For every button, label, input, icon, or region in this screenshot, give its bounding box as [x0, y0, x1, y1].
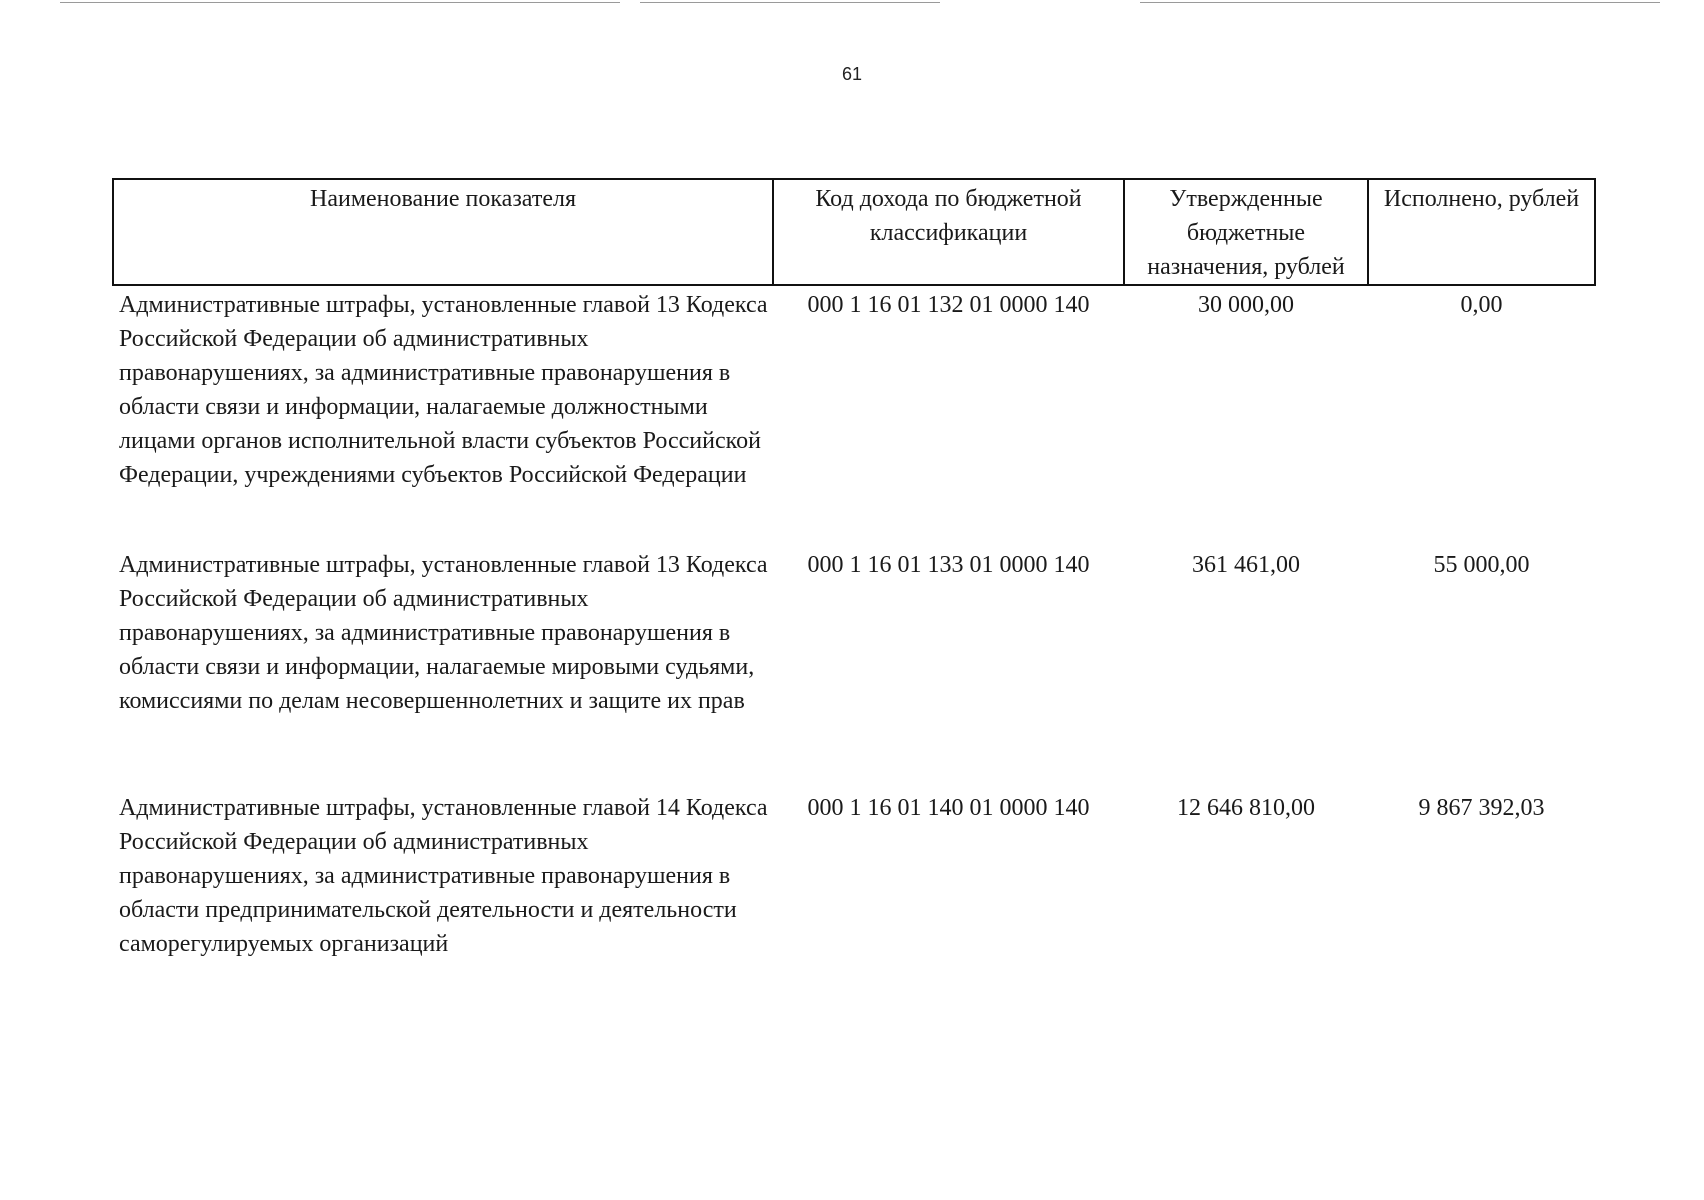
scan-edge-line — [1140, 2, 1660, 3]
header-executed-amount: Исполнено, рублей — [1368, 179, 1595, 285]
table-row — [113, 285, 1595, 548]
scan-edge-line — [60, 2, 620, 3]
page-number: 61 — [841, 64, 863, 84]
header-row — [113, 179, 1595, 285]
revenue-code-cell: 000 1 16 01 133 01 0000 140 — [807, 552, 1090, 578]
approved-amount-cell: 12 646 810,00 — [1177, 795, 1315, 821]
indicator-name-cell: Административные штрафы, установленные главой 13 Кодекса Российской Федерации об административных правонарушениях, за административные правонарушения в области связи и информации, налагаемые мировыми судьями, комиссиями по делам несовершеннолетних и защите их прав — [119, 552, 768, 714]
indicator-name-cell: Административные штрафы, установленные главой 13 Кодекса Российской Федерации об административных правонарушениях, за административные правонарушения в области связи и информации, налагаемые должностными лицами органов исполнительной власти субъектов Российской Федерации, учреждениями субъектов Российской Федерации — [119, 292, 768, 488]
header-indicator-name: Наименование показателя — [113, 179, 773, 285]
executed-amount-cell: 0,00 — [1460, 292, 1503, 318]
table-row — [113, 548, 1595, 791]
revenue-code-cell: 000 1 16 01 140 01 0000 140 — [807, 795, 1090, 821]
revenue-code-cell: 000 1 16 01 132 01 0000 140 — [807, 292, 1090, 318]
executed-amount-cell: 55 000,00 — [1433, 552, 1530, 578]
indicator-name-cell: Административные штрафы, установленные главой 14 Кодекса Российской Федерации об административных правонарушениях, за административные правонарушения в области предпринимательской деятельности и деятельности саморегулируемых организаций — [119, 795, 768, 957]
approved-amount-cell: 361 461,00 — [1192, 552, 1300, 578]
budget-revenue-table — [112, 178, 1596, 961]
approved-amount-cell: 30 000,00 — [1198, 292, 1294, 318]
header-revenue-code: Код дохода по бюджетной классификации — [773, 179, 1124, 285]
table-header — [113, 179, 1595, 285]
table-row — [113, 791, 1595, 961]
scan-edge-line — [640, 2, 940, 3]
executed-amount-cell: 9 867 392,03 — [1418, 795, 1545, 821]
header-approved-amount: Утвержденные бюджетные назначения, рублей — [1124, 179, 1368, 285]
table-body — [113, 285, 1595, 961]
